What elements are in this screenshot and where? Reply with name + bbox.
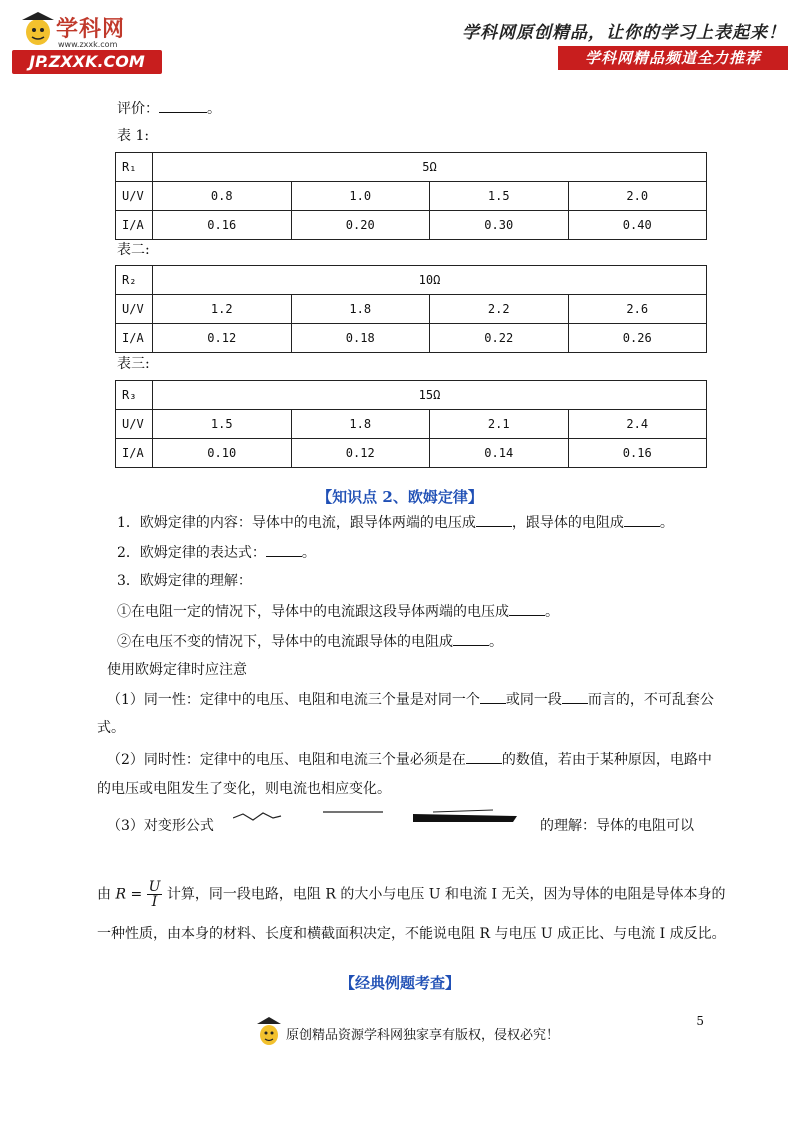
table-row: [116, 410, 707, 439]
evaluation-line: 评价： 。: [117, 98, 221, 119]
fraction-numerator: U: [148, 879, 161, 895]
table-cell: 0.40: [568, 211, 707, 240]
table-caption: 表 1:: [117, 128, 150, 144]
row-label: I/A: [116, 211, 153, 240]
table-caption: 表三:: [117, 356, 150, 372]
table-cell: 1.0: [291, 182, 430, 211]
row-label: I/A: [116, 439, 153, 468]
table-cell: 0.18: [291, 324, 430, 353]
table-row: [116, 182, 707, 211]
r-label: R₂: [116, 266, 153, 295]
answer-blank: [509, 601, 545, 616]
r-label: R₃: [116, 381, 153, 410]
r-value: 10Ω: [153, 266, 707, 295]
formula-image-placeholder: [233, 808, 518, 830]
fraction-formula: R = $\frac{U}{I}$: [115, 879, 161, 910]
table-cell: 0.14: [430, 439, 569, 468]
data-table-r1: [115, 152, 707, 240]
table-caption: 表二:: [117, 242, 150, 258]
footer-copyright: 原创精品资源学科网独家享有版权，侵权必究！: [286, 1028, 560, 1043]
mascot-icon: [256, 1016, 282, 1048]
data-table-r2: [115, 265, 707, 353]
table-cell: 1.8: [291, 295, 430, 324]
row-label: I/A: [116, 324, 153, 353]
text-line: 一种性质，由本身的材料、长度和横截面积决定，不能说电阻 R 与电压 U 成正比、与电流 I 成反比。: [97, 926, 726, 942]
table-cell: 0.8: [153, 182, 292, 211]
table-cell: 0.16: [568, 439, 707, 468]
table-cell: 2.4: [568, 410, 707, 439]
table-cell: 2.1: [430, 410, 569, 439]
text-line: 的电压或电阻发生了变化，则电流也相应变化。: [97, 781, 391, 797]
answer-blank: [562, 689, 588, 704]
text-line: （2）同时性：定律中的电压、电阻和电流三个量必须是在 的数值，若由于某种原因，电路中: [107, 749, 712, 770]
data-table-r3: [115, 380, 707, 468]
answer-blank: [476, 512, 512, 527]
text-line: 式。: [97, 720, 125, 736]
text-line: 2．欧姆定律的表达式： 。: [117, 542, 316, 563]
section-heading: 【知识点 2、欧姆定律】: [317, 488, 483, 506]
text-line: ①在电阻一定的情况下，导体中的电流跟这段导体两端的电压成 。: [117, 601, 559, 622]
answer-blank: [159, 98, 207, 113]
header-banner[interactable]: 学科网精品频道全力推荐: [558, 46, 788, 70]
text-line: ②在电压不变的情况下，导体中的电流跟导体的电阻成 。: [117, 631, 503, 652]
table-cell: 0.26: [568, 324, 707, 353]
table-cell: 0.10: [153, 439, 292, 468]
text-line: （1）同一性：定律中的电压、电阻和电流三个量是对同一个 或同一段 而言的，不可乱套公: [107, 689, 714, 710]
row-label: U/V: [116, 410, 153, 439]
table-cell: 1.5: [153, 410, 292, 439]
table-cell: 0.16: [153, 211, 292, 240]
answer-blank: [624, 512, 660, 527]
r-label: R₁: [116, 153, 153, 182]
header-slogan: 学科网原创精品，让你的学习上表起来！: [462, 23, 786, 43]
logo-title: 学科网: [56, 17, 126, 42]
r-value: 5Ω: [153, 153, 707, 182]
table-cell: 1.5: [430, 182, 569, 211]
answer-blank: [466, 749, 502, 764]
table-row: [116, 295, 707, 324]
table-row: [116, 266, 707, 295]
table-row: [116, 439, 707, 468]
text-line: 由 R = $\frac{U}{I}$ 计算，同一段电路，电阻 R 的大小与电压 U 和电流 I 无关，因为导体的电阻是导体本身的: [97, 879, 726, 910]
table-row: [116, 211, 707, 240]
logo-url[interactable]: JP.ZXXK.COM: [12, 50, 162, 74]
text-line: 1．欧姆定律的内容：导体中的电流，跟导体两端的电压成 ，跟导体的电阻成 。: [117, 512, 674, 533]
footer: [256, 1012, 596, 1052]
text-line: 3．欧姆定律的理解：: [117, 573, 252, 589]
table-row: [116, 153, 707, 182]
table-row: [116, 324, 707, 353]
example-heading: 【经典例题考查】: [339, 974, 460, 992]
table-cell: 0.30: [430, 211, 569, 240]
table-cell: 0.12: [291, 439, 430, 468]
page-number: 5: [696, 1014, 704, 1028]
table-cell: 2.0: [568, 182, 707, 211]
table-cell: 0.20: [291, 211, 430, 240]
answer-blank: [480, 689, 506, 704]
table-cell: 0.12: [153, 324, 292, 353]
table-cell: 1.8: [291, 410, 430, 439]
table-cell: 2.6: [568, 295, 707, 324]
table-cell: 0.22: [430, 324, 569, 353]
logo-subtitle: www.zxxk.com: [58, 40, 118, 49]
site-logo[interactable]: [12, 10, 162, 74]
evaluation-label: 评价：: [117, 101, 159, 117]
answer-blank: [266, 542, 302, 557]
answer-blank: [453, 631, 489, 646]
r-value: 15Ω: [153, 381, 707, 410]
fraction-denominator: I: [151, 894, 158, 910]
text-line: （3）对变形公式: [107, 818, 214, 834]
table-row: [116, 381, 707, 410]
row-label: U/V: [116, 182, 153, 211]
text-line: 的理解：导体的电阻可以: [540, 818, 694, 834]
table-cell: 2.2: [430, 295, 569, 324]
table-cell: 1.2: [153, 295, 292, 324]
text-line: 使用欧姆定律时应注意: [107, 662, 247, 678]
row-label: U/V: [116, 295, 153, 324]
